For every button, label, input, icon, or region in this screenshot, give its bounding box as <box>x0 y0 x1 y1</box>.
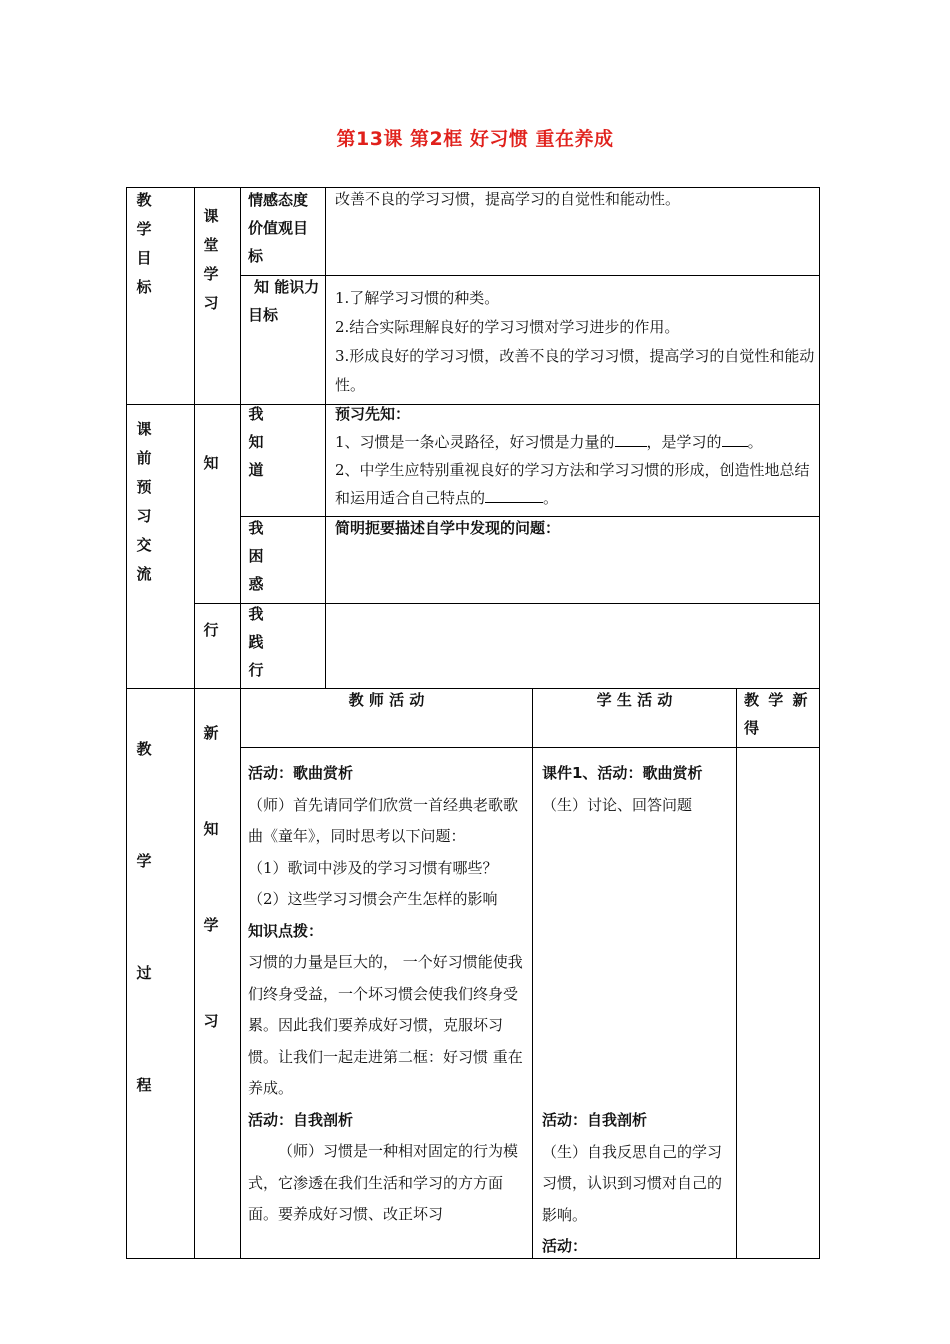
ability-goal-list <box>335 284 815 400</box>
ability-item: 2.结合实际理解良好的学习习惯对学习进步的作用。 <box>335 318 680 336</box>
teacher-act2-title: 活动：自我剖析 <box>248 1110 354 1129</box>
teaching-gain-header: 教 学 新 得 <box>744 691 810 737</box>
preview-xing-label: 行 <box>203 621 219 639</box>
process-col2-label: 新 知 学 习 <box>203 724 219 1030</box>
goals-col1-label: 教 学 目 标 <box>136 191 152 296</box>
ability-item: 3.形成良好的学习习惯，改善不良的学习习惯，提高学习的自觉性和能动性。 <box>335 347 815 394</box>
confuse-label: 我 困 惑 <box>248 519 264 593</box>
student-activity-content <box>542 758 732 821</box>
confuse-heading: 简明扼要描述自学中发现的问题： <box>335 519 561 537</box>
student-act1-text: （生）讨论、回答问题 <box>542 795 693 814</box>
teacher-question-1: （1）歌词中涉及的学习习惯有哪些？ <box>248 858 498 877</box>
student-act2-text: （生）自我反思自己的学习习惯，认识到习惯对自己的影响。 <box>542 1142 723 1224</box>
student-act1-title: 课件1、活动：歌曲赏析 <box>542 764 703 782</box>
teacher-act2-text: （师）习惯是一种相对固定的行为模式，它渗透在我们生活和学习的方方面面。要养成好习惯、改正坏习 <box>248 1142 519 1223</box>
student-act2-title: 活动：自我剖析 <box>542 1111 648 1129</box>
teacher-act1-text: （师）首先请同学们欣赏一首经典老歌歌曲《童年》，同时思考以下问题： <box>248 795 519 845</box>
ability-goal-label: 知 能识力目标 <box>248 278 320 324</box>
goals-col2-label: 课 堂 学 习 <box>203 207 219 312</box>
emotion-goal-text: 改善不良的学习习惯，提高学习的自觉性和能动性。 <box>335 190 681 208</box>
knowledge-tip-text: 习惯的力量是巨大的， 一个好习惯能使我们终身受益，一个坏习惯会使我们终身受累。因此我们要养成好习惯，克服坏习惯。让我们一起走进第二框：好习惯 重在养成。 <box>248 953 523 1097</box>
teacher-act1-title: 活动：歌曲赏析 <box>248 764 354 782</box>
student-act3-title: 活动： <box>542 1237 588 1255</box>
preview-zhi-label: 知 <box>203 454 219 472</box>
ability-item: 1.了解学习习惯的种类。 <box>335 289 500 307</box>
know-heading: 预习先知： <box>335 405 411 423</box>
practice-label: 我 践 行 <box>248 605 264 679</box>
student-activity-content-2 <box>542 1105 732 1263</box>
emotion-goal-label: 情感态度价值观目标 <box>248 191 309 265</box>
student-activity-header: 学 生 活 动 <box>596 691 673 709</box>
know-label: 我 知 道 <box>248 405 264 479</box>
preview-col1-label: 课 前 预 习 交 流 <box>136 420 152 583</box>
teacher-activity-header: 教 师 活 动 <box>348 691 425 709</box>
teacher-activity-content <box>248 758 526 1256</box>
know-item-2: 2、中学生应特别重视良好的学习方法和学习习惯的形成，创造性地总结和运用适合自己特点的 。 <box>335 461 810 507</box>
page-title: 第13课 第2框 好习惯 重在养成 <box>336 128 614 150</box>
process-col1-label: 教 学 过 程 <box>136 740 152 1094</box>
know-item-1: 1、习惯是一条心灵路径，好习惯是力量的 ，是学习的 。 <box>335 428 815 456</box>
know-content <box>335 400 815 512</box>
knowledge-tip-title: 知识点拨： <box>248 921 324 940</box>
teacher-question-2: （2）这些学习习惯会产生怎样的影响 <box>248 890 498 908</box>
